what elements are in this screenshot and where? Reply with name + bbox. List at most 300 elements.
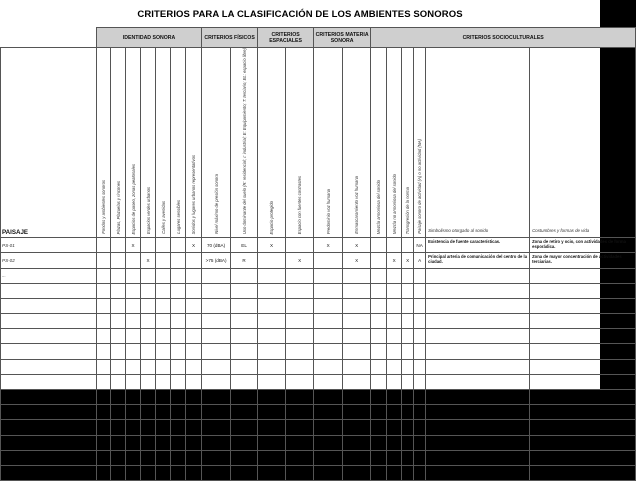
table-cell: [286, 405, 314, 420]
table-cell: [231, 465, 258, 480]
table-cell: [530, 329, 636, 344]
table-cell: [530, 435, 636, 450]
table-cell: X: [314, 238, 343, 253]
column-header-cell: [314, 48, 343, 238]
table-cell: [314, 283, 343, 298]
column-header-cell: [343, 48, 371, 238]
table-cell: [314, 359, 343, 374]
table-cell: [530, 283, 636, 298]
column-header-label: Calles y avenidas: [160, 201, 166, 235]
group-identidad-sonora: IDENTIDAD SONORA: [97, 28, 202, 48]
table-cell: [186, 405, 202, 420]
column-header-cell: [141, 48, 156, 238]
table-cell: [371, 420, 387, 435]
table-cell: [387, 359, 402, 374]
table-cell: [414, 465, 426, 480]
table-cell: Zona de mayor concentración de actividades terciarias.: [530, 253, 636, 268]
table-cell: [126, 283, 141, 298]
table-row: [1, 359, 636, 374]
table-cell: [530, 344, 636, 359]
table-row: [1, 405, 636, 420]
table-cell: [343, 329, 371, 344]
table-cell: [97, 435, 111, 450]
column-header-label: Plazas, Plazuelas y rincones: [115, 180, 121, 235]
column-header-label: Uso dominante del suelo (R: residencial; I: industrial; E: Equipamiento; T: terciario; EL: espacio libre): [241, 48, 247, 235]
table-cell: [530, 390, 636, 405]
table-cell: [186, 435, 202, 450]
column-header-label: Espacio con fuentes contrastes: [297, 175, 303, 235]
column-header-label: Espacio protegido: [269, 200, 275, 235]
table-cell: [402, 374, 414, 389]
table-cell: [186, 314, 202, 329]
table-row: [1, 450, 636, 465]
table-cell: [371, 329, 387, 344]
table-cell: [171, 359, 186, 374]
table-cell: [258, 450, 286, 465]
table-cell: [258, 344, 286, 359]
table-cell: [141, 359, 156, 374]
table-cell: [414, 359, 426, 374]
table-cell: [343, 268, 371, 283]
table-cell: [387, 314, 402, 329]
table-cell: [286, 238, 314, 253]
table-cell: [97, 283, 111, 298]
column-header-cell: [231, 48, 258, 238]
table-cell: [231, 344, 258, 359]
landscape-code: [1, 405, 97, 420]
table-cell: [171, 450, 186, 465]
table-cell: [371, 435, 387, 450]
table-cell: [343, 344, 371, 359]
table-cell: [387, 374, 402, 389]
table-row: [1, 465, 636, 480]
column-header-cell: [97, 48, 111, 238]
table-cell: [258, 329, 286, 344]
table-cell: [371, 298, 387, 313]
table-cell: [186, 253, 202, 268]
table-cell: [426, 435, 530, 450]
table-cell: [371, 359, 387, 374]
table-cell: [371, 238, 387, 253]
table-cell: [387, 298, 402, 313]
group-criterios-fisicos: CRITERIOS FÍSICOS: [202, 28, 258, 48]
table-cell: [97, 314, 111, 329]
table-cell: [343, 450, 371, 465]
table-cell: X: [402, 253, 414, 268]
table-cell: [171, 435, 186, 450]
table-cell: [371, 374, 387, 389]
table-cell: X: [126, 238, 141, 253]
table-cell: [111, 374, 126, 389]
table-cell: [530, 465, 636, 480]
table-cell: [97, 359, 111, 374]
table-cell: [186, 298, 202, 313]
table-cell: [343, 435, 371, 450]
table-cell: [231, 405, 258, 420]
table-cell: X: [186, 238, 202, 253]
table-cell: [314, 435, 343, 450]
table-cell: [111, 283, 126, 298]
table-cell: [186, 420, 202, 435]
column-header-label: Espacios de paseo, zonas peatonales: [130, 163, 136, 235]
table-cell: [314, 344, 343, 359]
table-cell: [426, 298, 530, 313]
table-cell: [126, 344, 141, 359]
table-cell: [111, 268, 126, 283]
table-cell: [231, 314, 258, 329]
landscape-code: [1, 314, 97, 329]
landscape-code: [1, 390, 97, 405]
table-cell: [171, 374, 186, 389]
table-cell: [286, 465, 314, 480]
table-cell: [314, 450, 343, 465]
table-cell: [231, 359, 258, 374]
table-cell: [258, 268, 286, 283]
table-row: [1, 314, 636, 329]
table-cell: [343, 359, 371, 374]
landscape-code: [1, 435, 97, 450]
table-cell: [202, 435, 231, 450]
table-cell: [402, 314, 414, 329]
table-cell: [426, 450, 530, 465]
table-cell: [530, 450, 636, 465]
table-cell: X: [343, 238, 371, 253]
table-cell: [202, 344, 231, 359]
column-header-label: Predominio voz humana: [325, 188, 331, 235]
table-cell: [111, 359, 126, 374]
table-cell: [426, 314, 530, 329]
landscape-code: PS-02: [1, 253, 97, 268]
table-cell: [141, 268, 156, 283]
table-cell: [126, 390, 141, 405]
table-cell: [202, 359, 231, 374]
table-cell: [111, 314, 126, 329]
table-row: [1, 374, 636, 389]
table-cell: [387, 420, 402, 435]
table-cell: [314, 268, 343, 283]
table-cell: [286, 314, 314, 329]
table-cell: [126, 268, 141, 283]
group-criterios-socioculturales: CRITERIOS SOCIOCULTURALES: [371, 28, 636, 48]
column-header-cell: [126, 48, 141, 238]
table-cell: >75 (dBA): [202, 253, 231, 268]
table-cell: [171, 329, 186, 344]
table-cell: [414, 329, 426, 344]
table-cell: [156, 374, 171, 389]
page-title: CRITERIOS PARA LA CLASIFICACIÓN DE LOS AMBIENTES SONOROS: [137, 9, 463, 20]
table-cell: [258, 374, 286, 389]
table-cell: [111, 298, 126, 313]
table-cell: [414, 268, 426, 283]
column-header-row: [1, 48, 636, 238]
table-cell: [141, 283, 156, 298]
table-cell: [156, 253, 171, 268]
table-row: [1, 268, 636, 283]
table-cell: [141, 405, 156, 420]
table-cell: [171, 238, 186, 253]
table-cell: [343, 465, 371, 480]
table-cell: [530, 420, 636, 435]
table-cell: [186, 329, 202, 344]
table-cell: [126, 329, 141, 344]
table-cell: [286, 268, 314, 283]
table-cell: [402, 390, 414, 405]
table-cell: [402, 298, 414, 313]
corner-cell: [1, 28, 97, 48]
table-cell: [186, 374, 202, 389]
table-cell: [286, 435, 314, 450]
table-row: [1, 420, 636, 435]
table-cell: [314, 314, 343, 329]
landscape-code: [1, 283, 97, 298]
table-row: [1, 435, 636, 450]
column-header-label: Espacios verdes urbanos: [145, 187, 151, 235]
table-cell: [414, 405, 426, 420]
table-cell: [97, 268, 111, 283]
table-cell: [97, 450, 111, 465]
table-cell: [387, 344, 402, 359]
table-cell: [186, 390, 202, 405]
column-header-label: Lugares sensibles: [175, 200, 181, 235]
table-cell: [343, 405, 371, 420]
table-cell: [414, 435, 426, 450]
table-cell: [402, 435, 414, 450]
table-cell: A: [414, 253, 426, 268]
table-cell: [314, 374, 343, 389]
column-header-cell: [186, 48, 202, 238]
table-cell: [231, 450, 258, 465]
table-cell: [186, 268, 202, 283]
table-cell: [426, 268, 530, 283]
table-cell: [141, 450, 156, 465]
table-cell: [402, 465, 414, 480]
table-cell: [171, 465, 186, 480]
table-cell: [258, 283, 286, 298]
table-cell: [286, 450, 314, 465]
table-cell: [111, 450, 126, 465]
column-header-label: Simbolismo otorgado al sonido: [428, 228, 489, 234]
table-cell: [156, 435, 171, 450]
table-cell: [530, 359, 636, 374]
table-cell: [314, 298, 343, 313]
table-cell: [371, 268, 387, 283]
table-cell: [258, 405, 286, 420]
table-cell: [97, 374, 111, 389]
table-cell: [426, 465, 530, 480]
landscape-header: PAISAJE: [2, 229, 29, 237]
table-cell: [314, 420, 343, 435]
table-cell: [426, 390, 530, 405]
table-cell: [126, 314, 141, 329]
table-cell: X: [258, 238, 286, 253]
landscape-code: [1, 420, 97, 435]
table-cell: [387, 405, 402, 420]
landscape-code: [1, 450, 97, 465]
table-cell: [186, 344, 202, 359]
table-cell: [231, 283, 258, 298]
table-cell: [97, 344, 111, 359]
table-cell: [530, 298, 636, 313]
table-row: [1, 283, 636, 298]
table-cell: [141, 465, 156, 480]
table-cell: [156, 283, 171, 298]
table-cell: [387, 435, 402, 450]
column-header-label: Paisaje sonoro de actividad (A) o no actividad (NA): [417, 139, 423, 235]
landscape-code: PS-01: [1, 238, 97, 253]
table-cell: [186, 465, 202, 480]
table-cell: [202, 298, 231, 313]
column-header-label: Mezcla armoniosa del sonido: [376, 179, 382, 235]
table-cell: [231, 329, 258, 344]
table-cell: 70 (dBA): [202, 238, 231, 253]
table-cell: [231, 374, 258, 389]
column-header-cell: [426, 48, 530, 238]
table-cell: X: [387, 253, 402, 268]
table-cell: [371, 283, 387, 298]
landscape-code: [1, 374, 97, 389]
table-cell: [171, 420, 186, 435]
column-header-cell: [286, 48, 314, 238]
table-cell: [402, 238, 414, 253]
table-row: [1, 329, 636, 344]
table-cell: [371, 465, 387, 480]
table-cell: [171, 253, 186, 268]
table-cell: [202, 268, 231, 283]
table-cell: [97, 298, 111, 313]
table-cell: [171, 405, 186, 420]
table-cell: X: [286, 253, 314, 268]
table-cell: [530, 405, 636, 420]
table-cell: [156, 420, 171, 435]
column-header-cell: [156, 48, 171, 238]
table-cell: [286, 329, 314, 344]
table-cell: X: [141, 253, 156, 268]
table-cell: [286, 344, 314, 359]
table-cell: [156, 405, 171, 420]
table-cell: [231, 268, 258, 283]
table-cell: [258, 420, 286, 435]
table-cell: [402, 359, 414, 374]
table-cell: [371, 253, 387, 268]
table-cell: [343, 390, 371, 405]
table-cell: [414, 450, 426, 465]
table-cell: [156, 344, 171, 359]
table-cell: [258, 390, 286, 405]
table-cell: [202, 450, 231, 465]
table-cell: [186, 283, 202, 298]
table-cell: [171, 268, 186, 283]
table-cell: [343, 314, 371, 329]
table-cell: [286, 390, 314, 405]
table-cell: [258, 465, 286, 480]
table-cell: [171, 314, 186, 329]
table-cell: [387, 465, 402, 480]
table-cell: [258, 314, 286, 329]
table-cell: [111, 344, 126, 359]
table-cell: [202, 405, 231, 420]
table-cell: [126, 435, 141, 450]
table-cell: [202, 390, 231, 405]
table-cell: [371, 450, 387, 465]
table-cell: [156, 238, 171, 253]
column-header-cell: [202, 48, 231, 238]
table-cell: [314, 465, 343, 480]
table-cell: [141, 374, 156, 389]
table-cell: [97, 253, 111, 268]
table-row: [1, 253, 636, 268]
table-cell: [258, 298, 286, 313]
table-cell: [97, 329, 111, 344]
table-cell: [414, 420, 426, 435]
table-cell: [387, 390, 402, 405]
table-cell: [126, 253, 141, 268]
table-cell: [414, 283, 426, 298]
table-cell: [171, 298, 186, 313]
table-cell: [314, 405, 343, 420]
table-cell: [171, 344, 186, 359]
landscape-code: [1, 359, 97, 374]
table-cell: [97, 420, 111, 435]
column-header-cell: [111, 48, 126, 238]
table-cell: [371, 405, 387, 420]
table-cell: [126, 405, 141, 420]
table-cell: [414, 298, 426, 313]
landscape-code: [1, 329, 97, 344]
column-header-label: Transgresión de la norma: [405, 186, 411, 235]
table-cell: [202, 314, 231, 329]
column-header-label: Mezcla no armoniosa del sonido: [391, 174, 397, 235]
table-cell: [141, 390, 156, 405]
table-cell: [141, 435, 156, 450]
column-header-label: Nivel máximo de presión sonora: [213, 174, 219, 235]
table-cell: [387, 268, 402, 283]
table-cell: [426, 374, 530, 389]
table-cell: [414, 390, 426, 405]
table-cell: [387, 238, 402, 253]
table-cell: [343, 283, 371, 298]
landscape-code: [1, 465, 97, 480]
table-cell: [387, 329, 402, 344]
column-header-cell: [171, 48, 186, 238]
table-cell: [202, 283, 231, 298]
landscape-header-cell: [1, 48, 97, 238]
table-cell: [202, 329, 231, 344]
table-cell: Principal arteria de comunicación del centro de la ciudad.: [426, 253, 530, 268]
column-header-label: Enmascaramiento voz humana: [354, 176, 360, 235]
table-cell: [414, 314, 426, 329]
table-cell: [286, 359, 314, 374]
table-cell: [402, 329, 414, 344]
table-row: [1, 298, 636, 313]
table-cell: [156, 314, 171, 329]
table-cell: [111, 253, 126, 268]
table-cell: [186, 359, 202, 374]
column-header-label: Fondos y ambientes sonoros: [101, 180, 106, 235]
table-row: [1, 390, 636, 405]
table-cell: [111, 435, 126, 450]
table-cell: [171, 283, 186, 298]
table-cell: [402, 420, 414, 435]
table-cell: [343, 374, 371, 389]
table-cell: R: [231, 253, 258, 268]
table-cell: [314, 390, 343, 405]
column-header-cell: [258, 48, 286, 238]
table-cell: [141, 329, 156, 344]
column-header-label: Costumbres y formas de vida: [532, 228, 590, 234]
table-row: [1, 238, 636, 253]
column-header-cell: [387, 48, 402, 238]
table-cell: [171, 390, 186, 405]
